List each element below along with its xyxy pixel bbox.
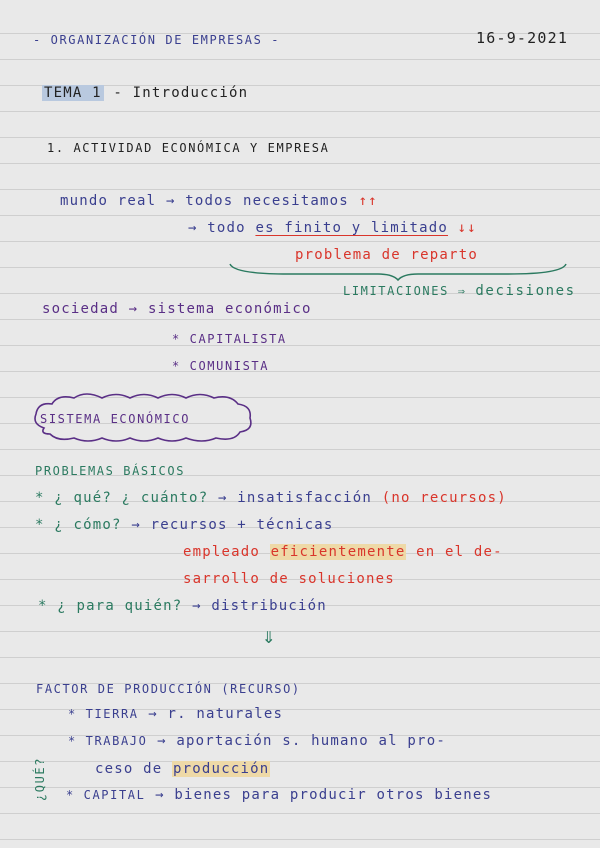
no-resources-note: (no recursos) xyxy=(381,490,507,506)
finite-line xyxy=(188,219,477,237)
economic-system-text: sistema económico xyxy=(147,301,312,317)
section-heading: 1. ACTIVIDAD ECONÓMICA Y EMPRESA xyxy=(47,141,330,155)
arrow-icon: → xyxy=(155,787,165,803)
question-whom-line xyxy=(38,597,327,615)
dissatisfaction-text: insatisfacción xyxy=(237,490,373,506)
factors-heading: FACTOR DE PRODUCCIÓN (RECURSO) xyxy=(36,682,301,696)
limits-text: LIMITACIONES xyxy=(343,284,449,298)
topic-line xyxy=(42,84,248,102)
arrow-icon: → xyxy=(188,220,198,236)
real-world-line xyxy=(60,192,378,210)
system-type-capitalist: * CAPITALISTA xyxy=(172,332,287,346)
finite-text-a: todo xyxy=(207,220,246,236)
needs-text: todos necesitamos xyxy=(185,193,349,209)
subject-title: - ORGANIZACIÓN DE EMPRESAS - xyxy=(33,33,281,47)
topic-title: - Introducción xyxy=(113,85,249,101)
production-highlight: producción xyxy=(173,761,270,777)
efficiently-highlight: eficientemente xyxy=(270,544,406,560)
question-whom: * ¿ para quién? xyxy=(38,598,183,614)
employed-text: empleado xyxy=(183,544,261,560)
implies-arrow-icon: ⇒ xyxy=(457,284,467,298)
society-line xyxy=(42,300,312,318)
problems-heading: PROBLEMAS BÁSICOS xyxy=(35,464,186,478)
work-label: * TRABAJO xyxy=(68,734,148,748)
capital-label: * CAPITAL xyxy=(66,788,146,802)
up-arrows-icon: ↑↑ xyxy=(358,193,378,209)
resources-techniques-text: recursos + técnicas xyxy=(150,517,334,533)
work-value: aportación s. humano al pro- xyxy=(176,733,446,749)
arrow-icon: → xyxy=(165,193,176,209)
down-arrows-icon: ↓↓ xyxy=(457,220,477,236)
what-side-note: ¿QUÉ? xyxy=(33,756,48,802)
question-what: * ¿ qué? ¿ cuánto? xyxy=(35,490,209,506)
date: 16-9-2021 xyxy=(476,29,569,47)
question-how-line xyxy=(35,516,334,534)
distribution-problem: problema de reparto xyxy=(295,247,478,263)
distribution-text: distribución xyxy=(211,598,327,614)
real-world-subject: mundo real xyxy=(60,193,157,209)
system-type-communist: * COMUNISTA xyxy=(172,359,270,373)
limits-line xyxy=(343,282,576,300)
arrow-icon: → xyxy=(148,706,158,722)
question-how: * ¿ cómo? xyxy=(35,517,122,533)
solutions-line: sarrollo de soluciones xyxy=(183,571,395,587)
arrow-icon: → xyxy=(157,733,167,749)
topic-label: TEMA 1 xyxy=(44,85,102,101)
land-value: r. naturales xyxy=(167,706,284,722)
work-cont-text: ceso de xyxy=(95,761,163,777)
finite-text-b: es finito y limitado xyxy=(255,220,449,236)
society-subject: sociedad xyxy=(42,301,120,317)
efficiency-line xyxy=(183,543,503,561)
development-text: en el de- xyxy=(416,544,503,560)
decisions-text: decisiones xyxy=(475,283,576,299)
land-label: * TIERRA xyxy=(68,707,139,721)
cloud-title: SISTEMA ECONÓMICO xyxy=(40,412,191,426)
question-what-line xyxy=(35,489,507,507)
factor-capital-line xyxy=(66,786,492,804)
arrow-icon: → xyxy=(131,517,141,533)
double-down-arrow-icon: ⇓ xyxy=(262,624,277,649)
brace-icon xyxy=(228,262,568,282)
factor-work-line xyxy=(68,732,446,750)
arrow-icon: → xyxy=(192,598,202,614)
factor-land-line xyxy=(68,705,283,723)
arrow-icon: → xyxy=(217,490,228,506)
arrow-icon: → xyxy=(128,301,139,317)
factor-work-continued xyxy=(95,760,270,778)
capital-value: bienes para producir otros bienes xyxy=(174,787,493,803)
